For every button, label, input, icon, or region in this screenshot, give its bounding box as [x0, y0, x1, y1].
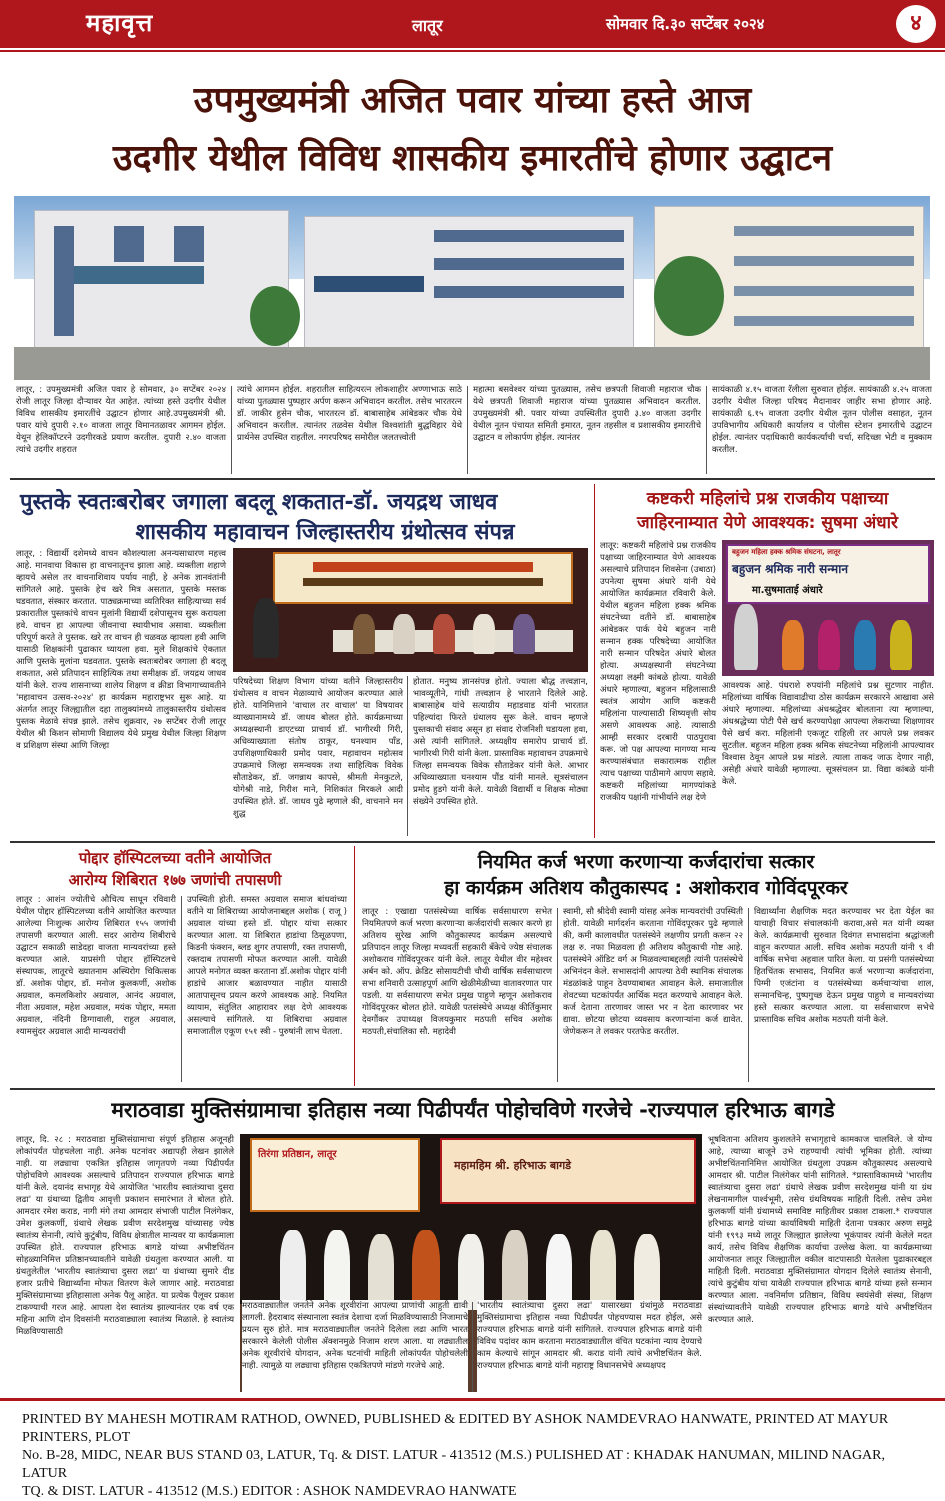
lead-column-2: त्यांचे आगमन होईल. शहरातील साहित्यरत्न लोकशाहीर अण्णाभाऊ साठे यांच्या पुतळ्यास पुष्पहार अर्पण करून अभिवादन करतील. तसेच भारतरत्न डॉ. जाकीर हुसेन चौक, भारतरत्न डॉ. बाबासाहेब आंबेडकर चौक येथे अभिवादन करतील. त्यानंतर तळवेस येथील विश्वशांती बुद्धविहार येथे प्रार्थनेस उपस्थित राहतील. नगरपरिषद समोरील जलतत्त्वोती	[237, 385, 462, 443]
lead-photo-buildings	[14, 196, 930, 380]
lead-column-3: महात्मा बसवेश्वर यांच्या पुतळ्यास, तसेच छत्रपती शिवाजी महाराज चौक येथे छत्रपती शिवाजी महाराज यांच्या पुतळ्यास अभिवादन करतील. उपमुख्यमंत्री श्री. पवार यांच्या उपस्थितीत दुपारी ३.४० वाजता उदगीर येथील नूतन पंचायत समिती इमारत, नूतन तहसील व प्रशासकीय इमारतीचे उद्घाटन व लोकार्पण होईल. त्यानंतर	[473, 385, 701, 443]
column-divider	[706, 386, 707, 474]
dateline: सोमवार दि.३० सप्टेंबर २०२४	[606, 15, 765, 33]
imprint-footer	[0, 1398, 945, 1499]
story3-headline-line-1: कष्टकरी महिलांचे प्रश्न राजकीय पक्षाच्या	[646, 489, 889, 509]
story3-column-1: लातूर: कष्टकरी महिलांचे प्रश्न राजकीय पक्षाच्या जाहिरनाम्यात येणे आवश्यक असल्याचे प्रतिपादन शिवसेना (उबाठा) उपनेत्या सुषमा अंधारे यांनी येथे आयोजित कार्यक्रमात रविवारी केले. येथील बहुजन महिला हक्क श्रमिक संघटनेच्या वतीने डॉ. बाबासाहेब आंबेडकर पार्क येथे बहुजन नारी सन्मान हक्क परिषदेच्या आयोजित नारी सन्मान परिषदेत अंधारे बोलत होत्या. अध्यक्षस्थानी संघटनेच्या अध्यक्षा लक्ष्मी कांबळे होत्या. यावेळी अंधारे म्हणाल्या, बहुजन महिलासाठी स्वतंत्र आयोग आणि कष्टकरी महिलांना पाल्यासाठी शिष्यवृत्ती सोय असणे आवश्यक आहे. त्यासाठी आम्ही सरकार दरबारी पाठपुरावा करू. जो पक्ष आपल्या मागण्या मान्य करण्यासंबंधात सकारात्मक राहील त्याच पक्षाच्या पाठीमागे आपण सहावे. कष्टकरी महिलांच्या मागण्यांकडे राजकीय पक्षांनी गांभीर्याने लक्ष देणे	[600, 541, 716, 803]
story5-headline-line-1: नियमित कर्ज भरणा करणाऱ्या कर्जदारांचा सत्कार	[477, 851, 815, 873]
story3-banner-line-1: बहुजन महिला हक्क श्रमिक संघटना, लातूर	[732, 548, 841, 556]
section-divider	[594, 484, 595, 838]
section-rule	[10, 841, 935, 843]
story2-photo-event	[233, 548, 588, 672]
column-divider	[472, 1302, 473, 1392]
story2-headline-line-2: शासकीय महावाचन जिल्हास्तरीय ग्रंथोत्सव संपन्न	[135, 520, 515, 545]
story6-banner-line-1: तिरंगा प्रतिष्ठान, लातूर	[258, 1149, 337, 1160]
newspaper-name: महावृत्त	[86, 8, 154, 37]
story3-banner-line-2: बहुजन श्रमिक नारी सन्मान	[732, 562, 848, 576]
story4-headline-line-1: पोद्दार हॉस्पिटलच्या वतीने आयोजित	[78, 849, 272, 867]
story5-column-2: स्वामी, सौ श्रीदेवी स्वामी यांसह अनेक मान्यवरांची उपस्थिती होती. यावेळी मार्गदर्शन करताना गोविंदपूरकर पुढे म्हणाले की, कमी कालावधीत पतसंस्थेने लक्षणीय प्रगती करून २२ लक्ष रु. नफा मिळवला ही अतिशय कौतुकाची गोष्ट आहे. पतसंस्थेने ऑडिट वर्ग अ मिळवल्याबद्दलही त्यांनी पतसंस्थेचे अभिनंदन केले. सभासदांनी आपल्या ठेवी स्थानिक संचालक मंडळांकडे पाहून ठेवण्याबाबत आवाहन केले. समाजातील शेवटच्या घटकांपर्यंत आर्थिक मदत करण्याचे आवाहन केले. कर्ज देताना तारणावर जास्त भर न देता कारणावर भर द्यावा. छोटया छोटया व्यवसाय करणाऱ्यांना कर्ज द्यावेत. जेणेकरून ते लवकर परतफेड करतील.	[563, 907, 743, 1037]
story2-headline-line-1: पुस्तके स्वतःबरोबर जगाला बदलू शकतात-डॉ. जयद्रथ जाधव	[20, 490, 498, 515]
header-rule	[0, 48, 945, 52]
column-divider	[231, 386, 232, 474]
imprint-line-1: PRINTED BY MAHESH MOTIRAM RATHOD, OWNED, PUBLISHED & EDITED BY ASHOK NAMDEVRAO HANWATE, PRINTED AT MAYUR PRINTERS, PLOT	[22, 1412, 889, 1445]
story4-column-1: लातूर : आशंन ज्योतीचे औचित्य साधून रविवारी येथील पोद्दार हॉस्पिटलच्या वतीने आयोजित करण्यात आलेल्या निःशुल्क आरोग्य शिबिरात १५५ जणांची तपासणी करण्यात आली. सदर आरोग्य शिबीराचे उद्घाटन सकाळी साडेदहा वाजता मान्यवरांच्या हस्ते करण्यात आले. याप्रसंगी पोद्दार हॉस्पिटलचे संस्थापक, लातूरचे ख्यातनाम अस्थिरोग चिकित्सक डॉ. अशोक पोद्दार, डॉ. मनोज कुलकर्णी, अशोक अग्रवाल, कमलकिशोर अग्रवाल, आनंद अग्रवाल, नीता अग्रवाल, महेश अग्रवाल, मयंक पोद्दार, ममता अग्रवाल, नंदिनी डिग्गावाली, राहुल अग्रवाल, श्यामसुंदर अग्रवाल आदी मान्यवरांची	[16, 895, 176, 1037]
imprint-line-2: No. B-28, MIDC, NEAR BUS STAND 03, LATUR, Tq. & DIST. LATUR - 413512 (M.S.) PULISHED AT : KHADAK HANUMAN, MILIND NAGAR, LATUR	[22, 1448, 886, 1481]
imprint-line-3: TQ. & DIST. LATUR - 413512 (M.S.) EDITOR : ASHOK NAMDEVRAO HANWATE	[22, 1484, 517, 1499]
story5-column-1: लातूर : एखाद्या पतसंस्थेच्या वार्षिक सर्वसाधारण सभेत नियमितपणे कर्ज भरणा करणाऱ्या कर्जदारांची सत्कार करणे हा अतिशय सुरेख आणि कौतुकास्पद कार्यक्रम असल्याचे प्रतिपादन लातूर जिल्हा मध्यवर्ती सहकारी बँकेचे ज्येष्ठ संचालक अशोकराव गोविंदपूरकर यांनी केले. लातूर येथील वीर महेश्वर अर्बन को. ऑप. क्रेडिट सोसायटीची चौथी वार्षिक सर्वसाधारण सभा शनिवारी उत्साहपूर्ण आणि खेळीमेळीच्या वातावरणात पार पडली. या सर्वसाधारण सभेत प्रमुख पाहुणे म्हणून अशोकराव गोविंदपूरकर बोलत होते. यावेळी पतसंस्थेचे अध्यक्ष कीर्तिकुमार देवगौंकर उपाध्यक्ष विजयकुमार मठपती सचिव अशोक मठपती,संचालिका सौ. महादेवी	[362, 907, 552, 1037]
section-divider	[354, 846, 355, 1086]
column-divider	[407, 676, 408, 836]
story2-column-3: होतात. मनुष्य ज्ञानसंपन्न होतो. ज्याला बौद्ध तत्त्वज्ञान, भावव्यूतीने, गांधी तत्त्वज्ञान हे भारताने दिलेले आहे. बाबासाहेब यांचे सत्याग्रीय महाडवाड यांनी भारतात पहिल्यांदा फिरते ग्रंथालय सुरू केले. वाचन म्हणजे पुस्तकाची संवाद असून हा संवाद रोजनिशी घडायला हवा, असे त्यांनी सांगितले. अध्यक्षीय समारोप प्राचार्य डॉ. भागीरथी गिरी यांनी केला. प्रास्ताविक महावाचन उपक्रमाचे जिल्हा समन्वयक विवेक सौताडेकर यांनी केले. आभार अधिव्याख्याता घनश्याम पौंड यांनी मानले. सूत्रसंचालन प्रमोद हुडगे यांनी केले. यावेळी विद्यार्थी व शिक्षक मोठ्या संख्येने उपस्थित होते.	[413, 677, 588, 807]
story2-column-1: लातूर, : विद्यार्थी दशेमध्ये वाचन कौशल्याला अनन्यसाधारण महत्त्व आहे. मानवाचा विकास हा वाचनातूनच झाला आहे. व्यक्तीला शहाणे व्हायचे असेल तर वाचनाशिवाय पर्याय नाही, हे अनेक ज्ञानवंतांनी सांगितले आहे. पुस्तके हेच खरे मित्र असतात, पुस्तके मस्तक घडवतात, संस्कार करतात. पाठ्यक्रमाच्या व्यतिरिक्त साहित्याच्या सर्व प्रकारातील पुस्तकांचे वाचन मुलांनी विद्यार्थी दशेपासूनच सुरू करायला हवे. वाचन हा आपल्या जीवनाचा स्थायीभाव असावा. व्यक्तीला परिपूर्ण करते ते पुस्तक. खरे तर वाचन ही चळवळ व्हायला हवी आणि यासाठी शिक्षकांनी पुढाकार घ्यायला हवा. मुले शिक्षकांचे ऐकतात आणि पुस्तके मुलांना घडवतात. पुस्तके स्वतःबरोबर जगाला ही बदलू शकतात, असे प्रतिपादन साहित्यिक तथा समीक्षक डॉ. जयद्रथ जाधव यांनी केले. राज्य शासनाच्या शालेय शिक्षण व क्रीडा विभागाच्यावतीने 'महावाचन उत्सव-२०२४' हा कार्यक्रम महाराष्ट्रभर सुरू आहे. या अंतर्गत लातूर जिल्ह्यातील दहा तालुक्यांमध्ये तालुकास्तरीय ग्रंथोत्सव पुस्तक मेळावे संपन्न झाले. तसेच शुक्रवार, २७ सप्टेंबर रोजी लातूर येथील श्री किशन सोमाणी विद्यालय येथे प्रमुख येथील जिल्हा शिक्षण व प्रशिक्षण संस्था आणि जिल्हा	[16, 549, 226, 751]
column-divider	[467, 386, 468, 474]
section-rule	[10, 1088, 935, 1090]
story5-column-3: विद्यार्थ्यांना शैक्षणिक मदत करण्यावर भर देता येईल का याचाही विचार संचालकांनी करावा,असे मत यांनी व्यक्त केले. कार्यक्रमाची सुरुवात दिवंगत सभासदांना श्रद्धांजली वाहून करण्यात आली. सचिव अशोक मठपती यांनी ९ वी वार्षिक सभेचा अहवाल पारित केला. या प्रसंगी पतसंस्थेच्या हितचिंतक सभासद, नियमित कर्ज भरणाऱ्या कर्जदारांना, पिग्मी एजंटांना व पतसंस्थेच्या कर्मचाऱ्यांचा शाल, सन्मानचिन्ह, पुष्पगुच्छ देऊन प्रमुख पाहुणे व मान्यवरांच्या हस्ते सत्कार करण्यात आला. या सर्वसाधारण सभेचे प्रास्ताविक सचिव अशोक मठपती यांनी केले.	[754, 907, 934, 1025]
story6-column-1: लातूर, दि. २८ : मराठवाडा मुक्तिसंग्रामाचा संपूर्ण इतिहास अजूनही लोकांपर्यंत पोहचलेला नाही. अनेक घटनांवर अद्यापही लेखन झालेले नाही. या लढ्याचा एकत्रित इतिहास जागृतपणे नव्या पिढीपर्यंत पोहोचविणे आवश्यक असल्याचे प्रतिपादन राज्यपाल हरिभाऊ बागडे यांनी केले. दयानंद सभागृह येथे आयोजित 'भारतीय स्वातंत्र्याचा दुसरा लढा' या ग्रंथाच्या द्वितीय आवृत्ती प्रकाशन समारंभात ते बोलत होते. आमदार रमेश कराड, नागी मंगे तथा आमदार संभाजी पाटील निलंगेकर, उमेश कुलकर्णी, ग्रंथाचे लेखक प्रवीण सरदेशमुख यांच्यासह ज्येष्ठ स्वातंत्र्य सेनानी, त्यांचे कुटुंबीय, विविध क्षेत्रातील मान्यवर या कार्यक्रमाला उपस्थित होते. राज्यपाल हरिभाऊ बागडे यांच्या अभीष्टचिंतन सोहळ्यानिमित्त प्रतिष्ठानच्यावतीने यावेळी ग्रंथतुला करण्यात आली. या ग्रंथतुलेतील 'भारतीय स्वातंत्र्याचा दुसरा लढा' या ग्रंथाच्या सुमारे दीड हजार प्रतीचे विद्यार्थ्यांना मोफत वितरण केले जाणार आहे. मराठवाडा मुक्तिसंग्रामाच्या इतिहासाला अनेक पैलू आहेत. या प्रत्येक पैलूवर प्रकाश टाकण्याची गरज आहे. आपला देश स्वातंत्र्य झाल्यानंतर एक वर्ष एक महिना आणि दोन दिवसांनी मराठवाड्याला स्वातंत्र्य मिळाले. हे स्वातंत्र्य मिळविण्यासाठी	[16, 1135, 234, 1337]
story6-column-2: मराठवाड्यातील जनतेने अनेक शूरवीरांना आपल्या प्राणांची आहुती द्यावी लागली. हैदराबाद संस्थानाला स्वतंत्र देशाचा दर्जा मिळविण्यासाठी निजामाचे प्रयत्न सुरु होते. मात्र मराठवाड्यातील जनतेने दिलेला लढा आणि भारत सरकारने केलेली पोलीस ॲक्शनमुळे निजाम शरण आला. या लढ्यातील अनेक शूरवीरांचे योगदान, अनेक घटनांची माहिती लोकांपर्यंत पोहोचलेली नाही. त्यामुळे या लढ्याचा इतिहास एकत्रितपणे मांडणे गरजेचे आहे.	[242, 1300, 468, 1394]
lead-headline-line-1: उपमुख्यमंत्री अजित पवार यांच्या हस्ते आज	[193, 79, 752, 121]
story6-banner-line-2: महामहिम श्री. हरिभाऊ बागडे	[454, 1159, 572, 1172]
story5-headline-line-2: हा कार्यक्रम अतिशय कौतुकास्पद : अशोकराव गोविंदपूरकर	[444, 877, 848, 899]
section-rule	[10, 478, 935, 480]
story3-headline-line-2: जाहिरनाम्यात येणे आवश्यक: सुषमा अंधारे	[637, 513, 898, 533]
column-divider	[557, 908, 558, 1082]
story2-column-2: परिषदेच्या शिक्षण विभाग यांच्या वतीने जिल्हास्तरीय ग्रंथोत्सव व वाचन मेळाव्याचे आयोजन करण्यात आले होते. यानिमित्ताने 'वाचाल तर वाचाल' या विषयावर व्याख्यानामध्ये डॉ. जाधव बोलत होते. कार्यक्रमाच्या अध्यक्षस्थानी डाएटच्या प्राचार्य डॉ. भागीरथी गिरी, अधिव्याख्याता संतोष ठाकूर, घनश्याम पाँड, उपशिक्षणाधिकारी प्रमोद पवार, महावाचन महोत्सव उपक्रमाचे जिल्हा समन्वयक तथा साहित्यिक विवेक सौताडेकर, डॉ. जगन्नाथ कापसे, श्रीमती मेनकुटले, योगेश्री नाडे, गिरीश माने, निशिकांत मिरकले आदी उपस्थित होते. डॉ. जाधव पुढे म्हणाले की, वाचनाने मन शुद्ध	[233, 677, 403, 819]
edition-city: लातूर	[412, 16, 443, 35]
masthead-bar	[0, 0, 945, 48]
story6-column-4: भूषविताना अतिशय कुशलतेने सभागृहाचे कामकाज चालविले. जे योग्य आहे, त्याच्या बाजूने उभे राहण्याची त्यांची भूमिका होती. त्यांच्या अभीष्टचिंतनानिमित्त आयोजित ग्रंथतुला उपक्रम कौतुकास्पद असल्याचे आमदार श्री. पाटील निलंगेकर यांनी सांगितले. *प्रास्ताविकामध्ये 'भारतीय स्वातंत्र्याचा दुसरा लढा' ग्रंथाचे लेखक प्रवीण सरदेशमुख यांनी या ग्रंथ लेखनामागील पार्श्वभूमी, तसेच ग्रंथविषयक माहिती दिली. तसेच उमेश कुलकर्णी यांनी ग्रंथामध्ये समाविष्ट माहितीवर प्रकाश टाकला.* राज्यपाल हरिभाऊ बागडे यांच्या कार्याविषयी माहिती देताना पत्रकार अरुण समुद्रे यांनी १९९३ मध्ये लातूर जिल्ह्यात झालेल्या भूकंपावर त्यांनी केलेले मदत कार्य, तसेच विविध शैक्षणिक कार्याचा उल्लेख केला. या कार्यक्रमाच्या आयोजनात लातूर जिल्ह्यातील वकील वाटपासाठी घेतलेला पुढाकारबद्दल माहिती दिली. मराठवाडा मुक्तिसंग्रामात योगदान दिलेले स्वातंत्र्य सेनानी, त्यांचे कुटुंबीय यांचा यावेळी राज्यपाल हरिभाऊ बागडे यांच्या हस्ते सन्मान करण्यात आला. नवनिर्माण प्रतिष्ठान, विविध स्वयंसेवी संस्था, शिक्षण संस्थांच्यावतीने यावेळी राज्यपाल हरिभाऊ बागडे यांचे अभीष्टचिंतन करण्यात आले.	[708, 1135, 932, 1325]
lead-headline-line-2: उदगीर येथील विविध शासकीय इमारतींचे होणार उद्घाटन	[112, 137, 833, 179]
page-number: ४	[896, 5, 936, 43]
column-divider	[181, 896, 182, 1082]
story6-headline: मराठवाडा मुक्तिसंग्रामाचा इतिहास नव्या पिढीपर्यंत पोहोचविणे गरजेचे -राज्यपाल हरिभाऊ बागडे	[111, 1098, 835, 1122]
story3-photo-event	[722, 540, 934, 676]
story3-column-2: आवश्यक आहे. पंधराशे रुपयांनी महिलांचे प्रश्न सुटणार नाहीत. महिलांच्या वार्षिक विद्यावाढीचा ठोस कार्यक्रम सरकारने आखावा असे अंधारे म्हणाल्या. महिलांच्या अंधश्रद्धेवर बोलताना त्या म्हणाल्या, अंधश्रद्धेच्या पोटी पैसे खर्च करण्यापेक्षा आपल्या लेकराच्या शिक्षणावर पैसे खर्च करा. महिलांनी एकजूट राहिली तर आपले प्रश्न लवकर सुटतील. बहुजन महिला हक्क श्रमिक संघटनेच्या महिलांनी आपल्यावर विश्वास ठेवून आपले प्रश्न मांडले. त्याला ताकद जाऊ देणार नाही, असेही अंधारे यावेळी म्हणाल्या. सूत्रसंचलन प्रा. विद्या कांबळे यांनी केले.	[722, 681, 934, 787]
story3-banner-line-3: मा.सुषमाताई अंधारे	[752, 585, 823, 596]
story4-headline-line-2: आरोग्य शिबिरात १७७ जणांची तपासणी	[68, 871, 282, 889]
story4-column-2: उपस्थिती होती. समस्त अग्रवाल समाज बांधवांच्या वतीने या शिबिराच्या आयोजनाबद्दल अशोक ( राजू ) अग्रवाल यांच्या हस्ते डॉ. पोद्दार यांचा सत्कार करण्यात आला. या शिबिरात हाडांचा ठिसूळपणा, किडनी फंक्शन, ब्लड शुगर तपासणी, रक्त तपासणी, रक्तदाब तपासणी मोफत करण्यात आली. यावेळी आपले मनोगत व्यक्त करताना डॉ.अशोक पोद्दार यांनी हाडांचे आजार बळावण्यात नाहीत यासाठी आतापासूनच प्रयत्न करणे आवश्यक आहे. नियमित व्यायाम, संतुलित आहारावर लक्ष देणे आवश्यक असल्याचे सांगितले. या शिबिराचा अग्रवाल समाजातील एकूण १५१ स्त्री - पुरुषांनी लाभ घेतला.	[187, 895, 347, 1037]
lead-column-4: सायंकाळी ४.१५ वाजता रॅलीला सुरुवात होईल. सायंकाळी ४.२५ वाजता उदगीर येथील जिल्हा परिषद मैदानावर जाहीर सभा होणार आहे. सायंकाळी ६.१५ वाजता उदगीर येथील नूतन पोलीस वसाहत, नूतन उपविभागीय अधिकारी कार्यालय व पोलीस स्टेशन इमारतीचे उद्घाटन होईल. त्यानंतर पदाधिकारी कार्यकर्त्यांची चर्चा, सदिच्छा भेटी व मुक्काम करतील.	[712, 385, 932, 455]
lead-column-1: लातूर, : उपमुख्यमंत्री अजित पवार हे सोमवार, ३० सप्टेंबर २०२४ रोजी लातूर जिल्हा दौऱ्यावर येत आहेत. त्यांच्या हस्ते उदगीर येथील विविध शासकीय इमारतींचे उद्घाटन होणार आहे.उपमुख्यमंत्री श्री. पवार यांचे दुपारी २.१० वाजता लातूर विमानतळावर आगमन होईल. येथून हेलिकॉप्टरने उदगीरकडे प्रयाण करतील. दुपारी २.४० वाजता त्यांचे उदगीर शहरात	[16, 385, 226, 455]
story6-column-3: 'भारतीय स्वातंत्र्याचा दुसरा लढा' यासारख्या ग्रंथांमुळे मराठवाडा मुक्तिसंग्रामाचा इतिहास नव्या पिढीपर्यंत पोहचण्यास मदत होईल, असे राज्यपाल हरिभाऊ बागडे यांनी सांगितले. राज्यपाल हरिभाऊ बागडे यांनी विविध पदांवर काम करताना मराठवाड्यातील वंचित घटकांना न्याय देण्याचे काम केल्याचे सांगून आमदार श्री. कराड यांनी त्यांचे अभीष्टचिंतन केले. राज्यपाल हरिभाऊ बागडे यांनी महाराष्ट्र विधानसभेचे अध्यक्षपद	[477, 1300, 702, 1394]
column-divider	[748, 908, 749, 1082]
